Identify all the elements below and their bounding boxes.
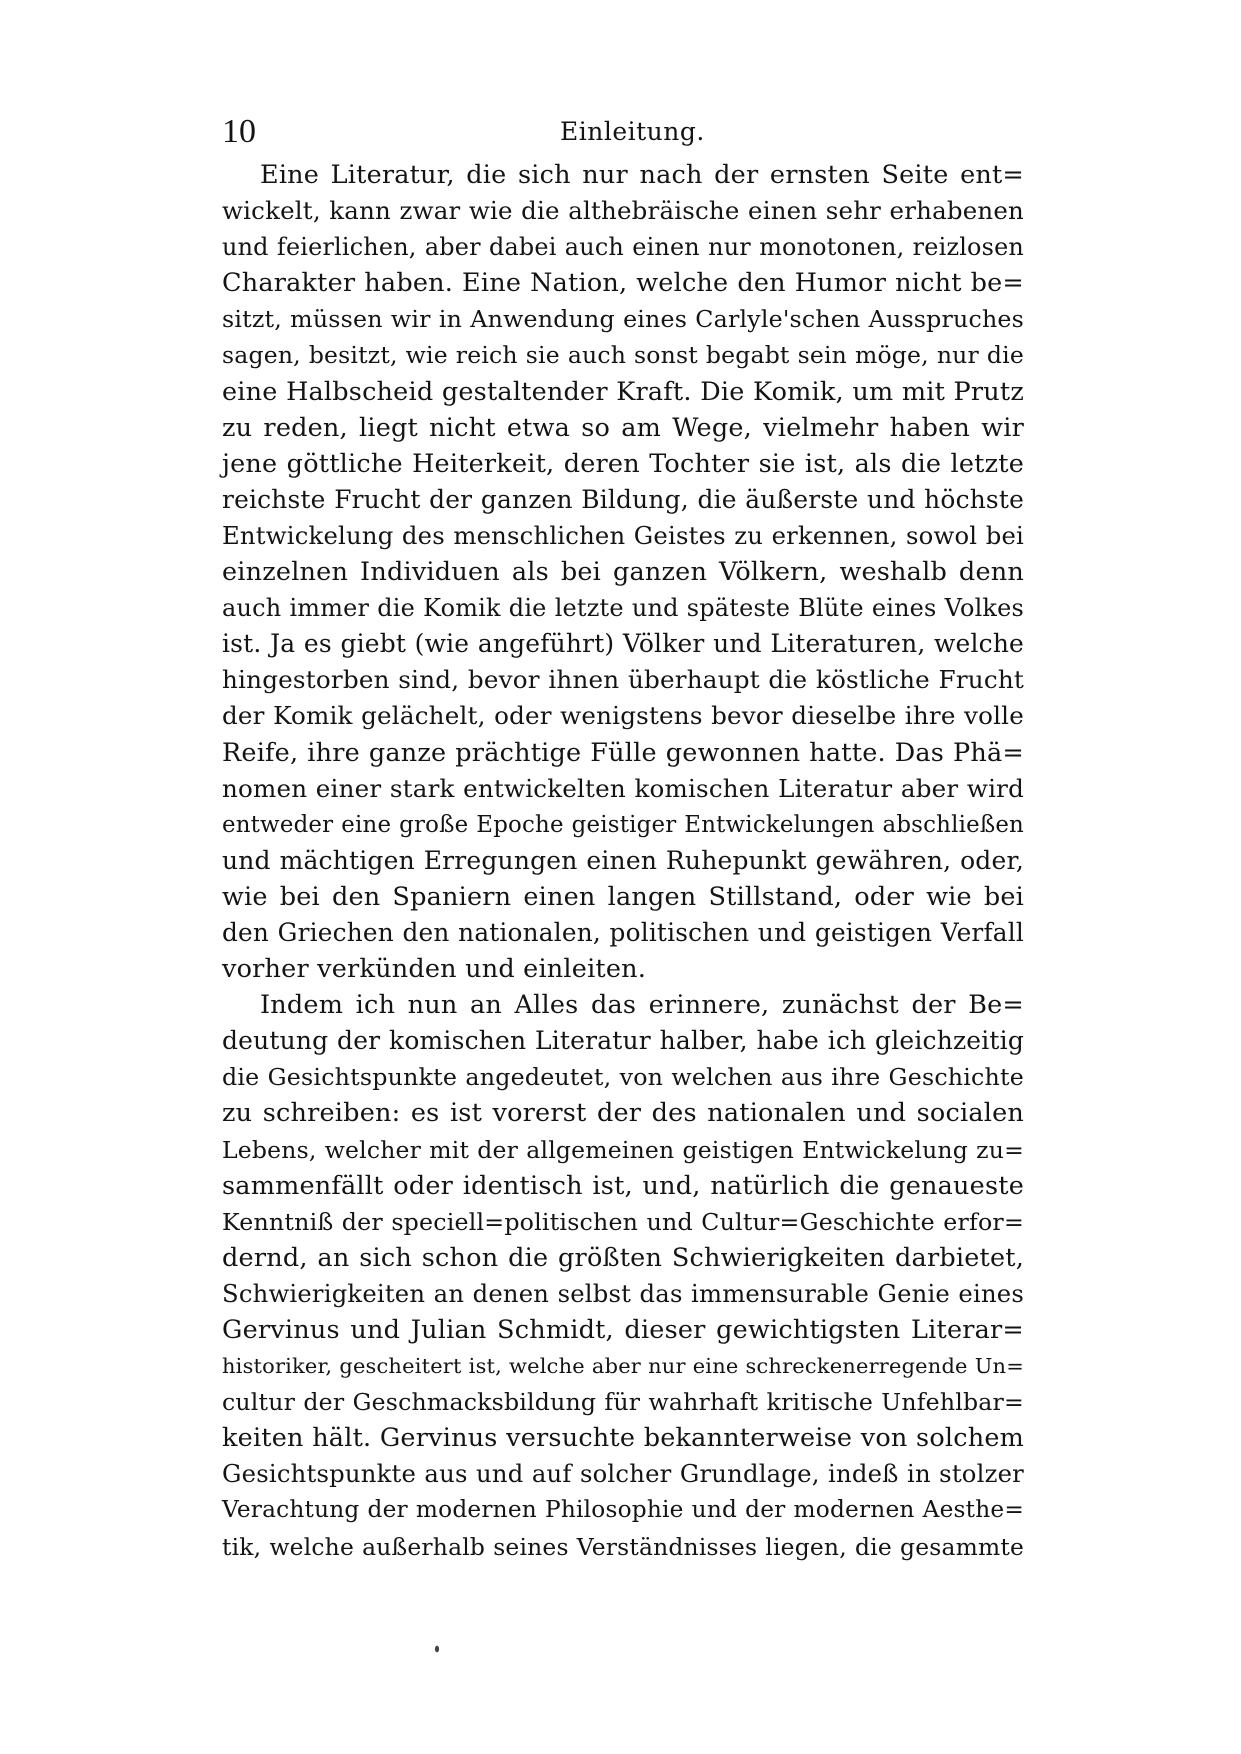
text-line: jene göttliche Heiterkeit, deren Tochter sie ist, als die letzte	[222, 448, 1024, 479]
text-line: Kenntniß der speciell=politischen und Cultur=Geschichte erfor=	[222, 1207, 1024, 1236]
text-line: auch immer die Komik die letzte und späteste Blüte eines Volkes	[222, 594, 1024, 623]
text-line: den Griechen den nationalen, politischen und geistigen Verfall	[222, 917, 1024, 947]
text-line: sammenfällt oder identisch ist, und, natürlich die genaueste	[222, 1170, 1024, 1201]
text-line: dernd, an sich schon die größten Schwierigkeiten darbietet,	[222, 1242, 1024, 1273]
text-line: reichste Frucht der ganzen Bildung, die äußerste und höchste	[222, 484, 1024, 514]
text-line: Reife, ihre ganze prächtige Fülle gewonnen hatte. Das Phä=	[222, 737, 1024, 768]
text-line: Verachtung der modernen Philosophie und der modernen Aesthe=	[222, 1496, 1024, 1524]
text-line: zu reden, liegt nicht etwa so am Wege, vielmehr haben wir	[222, 412, 1024, 443]
text-line: eine Halbscheid gestaltender Kraft. Die Komik, um mit Prutz	[222, 376, 1024, 407]
text-line: keiten hält. Gervinus versuchte bekannterweise von solchem	[222, 1423, 1024, 1454]
text-line: nomen einer stark entwickelten komischen Literatur aber wird	[222, 773, 1024, 803]
text-line: vorher verkünden und einleiten.	[222, 954, 647, 985]
text-line: und feierlichen, aber dabei auch einen nur monotonen, reizlosen	[222, 233, 1024, 262]
text-line: Lebens, welcher mit der allgemeinen geistigen Entwickelung zu=	[222, 1135, 1024, 1164]
text-line: entweder eine große Epoche geistiger Entwickelungen abschließen	[222, 811, 1024, 838]
text-line: sitzt, müssen wir in Anwendung eines Carlyle'schen Ausspruches	[222, 305, 1024, 334]
ink-speck	[434, 1645, 439, 1653]
running-head: Einleitung.	[560, 117, 705, 146]
text-line: hingestorben sind, bevor ihnen überhaupt die köstliche Frucht	[222, 665, 1024, 695]
text-line: Charakter haben. Eine Nation, welche den Humor nicht be=	[222, 268, 1024, 299]
text-line: Gesichtspunkte aus und auf solcher Grundlage, indeß in stolzer	[222, 1459, 1024, 1489]
text-line: historiker, gescheitert ist, welche aber nur eine schreckenerregende Un=	[222, 1354, 1024, 1379]
text-line: tik, welche außerhalb seines Verständnisses liegen, die gesammte	[222, 1532, 1024, 1561]
text-line: Entwickelung des menschlichen Geistes zu erkennen, sowol bei	[222, 520, 1024, 550]
text-line: zu schreiben: es ist vorerst der des nationalen und socialen	[222, 1098, 1024, 1129]
text-line: deutung der komischen Literatur halber, habe ich gleichzeitig	[222, 1026, 1024, 1056]
text-line: die Gesichtspunkte angedeutet, von welchen aus ihre Geschichte	[222, 1063, 1024, 1092]
text-line: ist. Ja es giebt (wie angeführt) Völker und Literaturen, welche	[222, 629, 1024, 659]
text-line: und mächtigen Erregungen einen Ruhepunkt gewähren, oder,	[222, 845, 1024, 875]
text-line: Schwierigkeiten an denen selbst das immensurable Genie eines	[222, 1278, 1024, 1308]
text-line: sagen, besitzt, wie reich sie auch sonst begabt sein möge, nur die	[222, 341, 1024, 370]
text-line: einzelnen Individuen als bei ganzen Völkern, weshalb denn	[222, 557, 1024, 588]
page-number: 10	[222, 113, 256, 150]
text-line: cultur der Geschmacksbildung für wahrhaft kritische Unfehlbar=	[222, 1388, 1024, 1417]
text-line: der Komik gelächelt, oder wenigstens bevor dieselbe ihre volle	[222, 701, 1024, 731]
body-text	[222, 157, 1024, 1565]
text-line: Eine Literatur, die sich nur nach der ernsten Seite ent=	[260, 160, 1024, 190]
text-line: Indem ich nun an Alles das erinnere, zunächst der Be=	[260, 990, 1024, 1021]
text-line: wie bei den Spaniern einen langen Stillstand, oder wie bei	[222, 881, 1024, 912]
text-line: Gervinus und Julian Schmidt, dieser gewichtigsten Literar=	[222, 1315, 1024, 1345]
text-line: wickelt, kann zwar wie die althebräische einen sehr erhabenen	[222, 196, 1024, 226]
